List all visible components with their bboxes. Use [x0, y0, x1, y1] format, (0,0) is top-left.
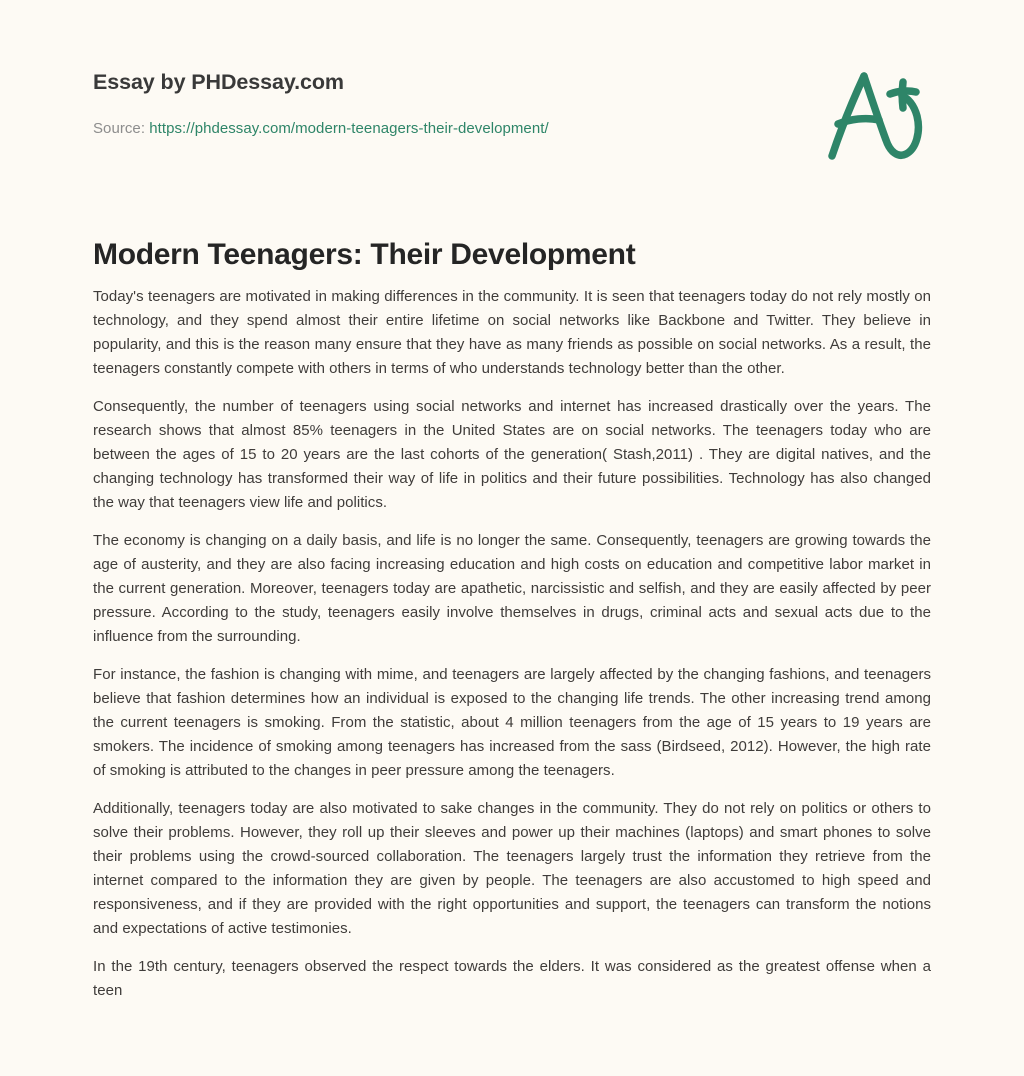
document-header: [0, 0, 1024, 190]
brand-title: Essay by PHDessay.com: [93, 70, 344, 94]
source-line: [93, 120, 549, 137]
document-body: [93, 285, 931, 1003]
paragraph: For instance, the fashion is changing with mime, and teenagers are largely affected by the changing fashions, and teenagers believe that fashion determines how an individual is exposed to the changing life trends. The other increasing trend among the current teenagers is smoking. From the statistic, about 4 million teenagers from the age of 15 years to 19 years are smokers. The incidence of smoking among teenagers has increased from the sass (Birdseed, 2012). However, the high rate of smoking is attributed to the changes in peer pressure among the teenagers.: [93, 666, 931, 779]
paragraph: In the 19th century, teenagers observed the respect towards the elders. It was considered as the greatest offense when a teen: [93, 958, 931, 999]
paragraph: Today's teenagers are motivated in making differences in the community. It is seen that teenagers today do not rely mostly on technology, and they spend almost their entire lifetime on social networks like Backbone and Twitter. They believe in popularity, and this is the reason many ensure that they have as many friends as possible on social networks. As a result, the teenagers constantly compete with others in terms of who understands technology better than the other.: [93, 288, 931, 377]
paragraph: Additionally, teenagers today are also motivated to sake changes in the community. They do not rely on politics or others to solve their problems. However, they roll up their sleeves and power up their machines (laptops) and smart phones to solve their problems using the crowd-sourced collaboration. The teenagers largely trust the information they retrieve from the internet compared to the information they are given by people. The teenagers are also accustomed to high speed and responsiveness, and if they are provided with the right opportunities and support, the teenagers can transform the notions and expectations of active testimonies.: [93, 800, 931, 937]
paragraph: The economy is changing on a daily basis, and life is no longer the same. Consequently, teenagers are growing towards the age of austerity, and they are also facing increasing education and high costs on education and competitive labor market in the current generation. Moreover, teenagers today are apathetic, narcissistic and selfish, and they are easily affected by peer pressure. According to the study, teenagers easily involve themselves in drugs, criminal acts and sexual acts due to the influence from the surrounding.: [93, 532, 931, 645]
aplus-logo-icon: [818, 62, 930, 166]
page-title: Modern Teenagers: Their Development: [93, 238, 636, 272]
source-label: Source:: [93, 120, 146, 137]
paragraph: Consequently, the number of teenagers using social networks and internet has increased drastically over the years. The research shows that almost 85% teenagers in the United States are on social networks. The teenagers today who are between the ages of 15 to 20 years are the last cohorts of the generation( Stash,2011) . They are digital natives, and the changing technology has transformed their way of life in politics and their future possibilities. Technology has also changed the way that teenagers view life and politics.: [93, 398, 931, 511]
source-url-link[interactable]: https://phdessay.com/modern-teenagers-their-development/: [149, 120, 549, 137]
